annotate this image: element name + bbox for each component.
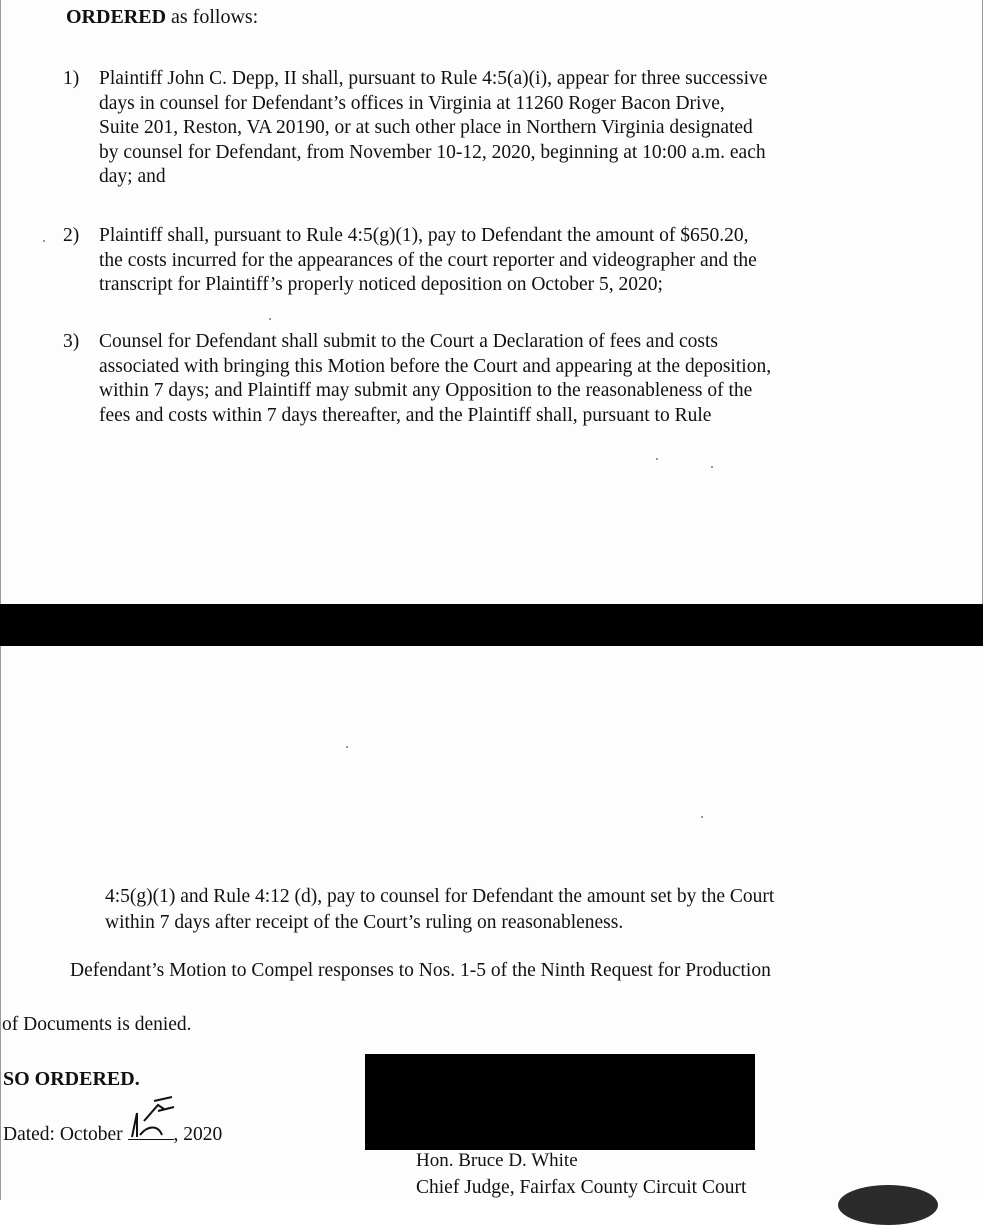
order-item-line: day; and <box>99 166 166 187</box>
order-item-line: associated with bringing this Motion before the Court and appearing at the deposition, <box>99 355 772 377</box>
order-item-3 <box>63 330 903 428</box>
motion-text-line-2: of Documents is denied. <box>2 1014 192 1035</box>
dated-label: Dated: October <box>3 1124 128 1145</box>
continuation-line: within 7 days after receipt of the Court’s ruling on reasonableness. <box>105 912 624 933</box>
order-item-line: by counsel for Defendant, from November 10-12, 2020, beginning at 10:00 a.m. each <box>99 141 766 163</box>
scan-speck <box>346 746 348 748</box>
order-item-line: Plaintiff John C. Depp, II shall, pursuant to Rule 4:5(a)(i), appear for three successive <box>99 68 768 89</box>
order-item-line: the costs incurred for the appearances of the court reporter and videographer and the <box>99 249 757 271</box>
order-item-line: Plaintiff shall, pursuant to Rule 4:5(g)(1), pay to Defendant the amount of $650.20, <box>99 225 749 246</box>
dated-line <box>3 1121 222 1146</box>
so-ordered-heading: SO ORDERED. <box>3 1068 140 1090</box>
order-item-line: days in counsel for Defendant’s offices in Virginia at 11260 Roger Bacon Drive, <box>99 92 725 114</box>
order-item-line: fees and costs within 7 days thereafter, and the Plaintiff shall, pursuant to Rule <box>99 404 712 426</box>
scan-speck <box>656 458 658 460</box>
signature-redaction <box>365 1054 755 1150</box>
scan-speck <box>269 318 271 320</box>
order-item-number: 1) <box>63 68 80 89</box>
order-item-3-continuation <box>105 884 925 936</box>
order-item-1 <box>63 67 903 190</box>
handwritten-day-mark <box>128 1121 174 1140</box>
scan-speck <box>43 240 45 242</box>
order-item-2 <box>63 224 903 298</box>
dated-year: , 2020 <box>173 1124 223 1145</box>
corner-shadow <box>838 1185 938 1225</box>
order-item-line: Suite 201, Reston, VA 20190, or at such other place in Northern Virginia designated <box>99 117 753 138</box>
handwritten-signature-icon <box>128 1095 188 1141</box>
scan-speck <box>711 466 713 468</box>
order-heading-bold: ORDERED <box>66 6 167 28</box>
order-heading-rest: as follows: <box>166 6 259 28</box>
scan-speck <box>701 816 703 818</box>
motion-text-line-1: Defendant’s Motion to Compel responses to Nos. 1-5 of the Ninth Request for Production <box>70 960 771 981</box>
order-item-number: 2) <box>63 225 80 246</box>
continuation-line: 4:5(g)(1) and Rule 4:12 (d), pay to counsel for Defendant the amount set by the Court <box>105 886 775 907</box>
judge-name: Hon. Bruce D. White <box>416 1150 578 1171</box>
document-page-top <box>0 0 983 604</box>
order-item-line: within 7 days; and Plaintiff may submit any Opposition to the reasonableness of the <box>99 380 753 401</box>
judge-title: Chief Judge, Fairfax County Circuit Court <box>416 1177 747 1198</box>
order-heading <box>66 6 258 29</box>
redaction-band <box>0 604 983 646</box>
order-item-number: 3) <box>63 331 80 352</box>
order-item-line: transcript for Plaintiff’s properly noticed deposition on October 5, 2020; <box>99 274 663 295</box>
order-item-line: Counsel for Defendant shall submit to the Court a Declaration of fees and costs <box>99 331 718 352</box>
